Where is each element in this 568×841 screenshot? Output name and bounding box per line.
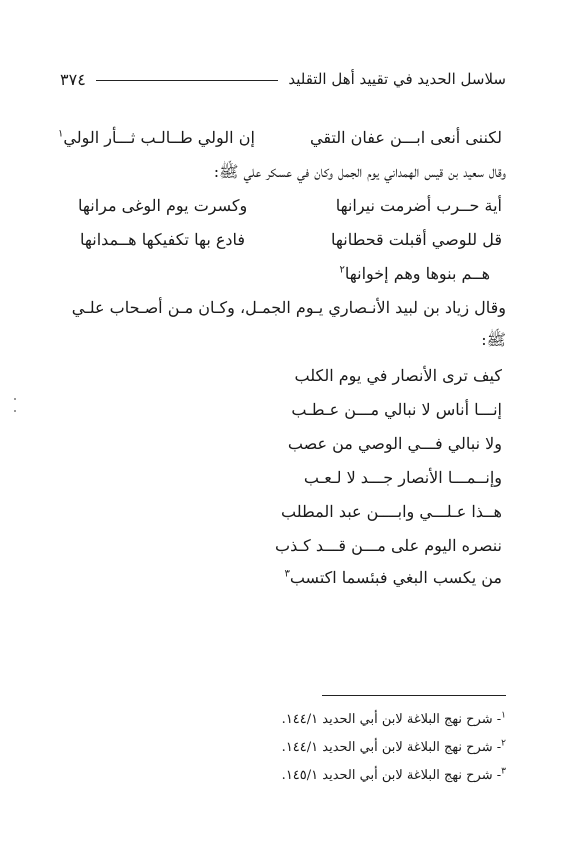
- verse-1-second-hemistich: إن الولي طــالـب ثـــأر الولي$^١$: [58, 128, 255, 147]
- verse-3-first-hemistich: قل للوصي أقبلت قحطانها: [331, 230, 502, 249]
- header-rule: [96, 80, 279, 81]
- footnote-ref-3: ٣: [284, 568, 290, 580]
- rajaz-line-3: ولا نبالي فـــي الوصي من عصب: [287, 434, 502, 453]
- verse-2-second-hemistich: وكسرت يوم الوغى مرانها: [78, 196, 248, 215]
- verse-1-first-hemistich: لكننى أنعى ابـــن عفان التقي: [310, 128, 502, 147]
- footnote-1-mark: ١: [501, 710, 506, 721]
- scan-speck: [14, 410, 16, 412]
- footnote-3-mark: ٣: [501, 766, 506, 777]
- verse-2-first-hemistich: أية حــرب أضرمت نيرانها: [335, 196, 502, 215]
- footnote-1-text: - شرح نهج البلاغة لابن أبي الحديد ١٤٤/١.: [281, 712, 502, 727]
- footnote-separator: [322, 695, 506, 696]
- rajaz-line-7: من يكسب البغي فبئسما اكتسب$^٣$: [284, 568, 502, 587]
- footnote-ref-1: ١: [58, 128, 64, 140]
- rajaz-line-2: إنـــا أناس لا نبالي مـــن عـطـب: [291, 400, 502, 419]
- rajaz-line-1: كيف ترى الأنصار في يوم الكلب: [294, 366, 502, 385]
- page-number: ٣٧٤: [60, 69, 86, 89]
- footnote-2-mark: ٢: [501, 738, 506, 749]
- prose-paragraph-2-line-1: وقال زياد بن لبيد الأنـصاري يـوم الجمـل، وكـان مـن أصـحاب علـي: [71, 298, 506, 317]
- footnote-ref-2: ٢: [339, 264, 345, 276]
- prose-paragraph-2-line-2: ﷺ:: [481, 330, 506, 349]
- footnote-1: [282, 710, 506, 730]
- verse-3-second-hemistich: فادع بها تكفيكها هــمدانها: [80, 230, 246, 249]
- rajaz-line-6: ننصره اليوم على مـــن قـــد كـذب: [275, 536, 502, 555]
- footnote-2-text: - شرح نهج البلاغة لابن أبي الحديد ١٤٤/١.: [281, 740, 502, 755]
- rajaz-line-5: هــذا عـلـــي وابــــن عبد المطلب: [281, 502, 502, 521]
- verse-4-line: هــم بنوها وهم إخوانها$^٢$: [339, 264, 490, 283]
- footnote-2: [282, 738, 506, 758]
- running-title: سلاسل الحديد في تقييد أهل التقليد: [288, 70, 506, 88]
- prose-paragraph-1: وقال سعيد بن قيس الهمداني يوم الجمل وكان في عسكر علي ﷺ:: [213, 162, 506, 181]
- footnote-3: [282, 766, 506, 786]
- page-header: [60, 66, 506, 92]
- scan-speck: [14, 398, 16, 400]
- footnote-3-text: - شرح نهج البلاغة لابن أبي الحديد ١٤٥/١.: [281, 768, 502, 783]
- rajaz-line-4: وإنــمـــا الأنصار جـــد لا لـعـب: [303, 468, 502, 487]
